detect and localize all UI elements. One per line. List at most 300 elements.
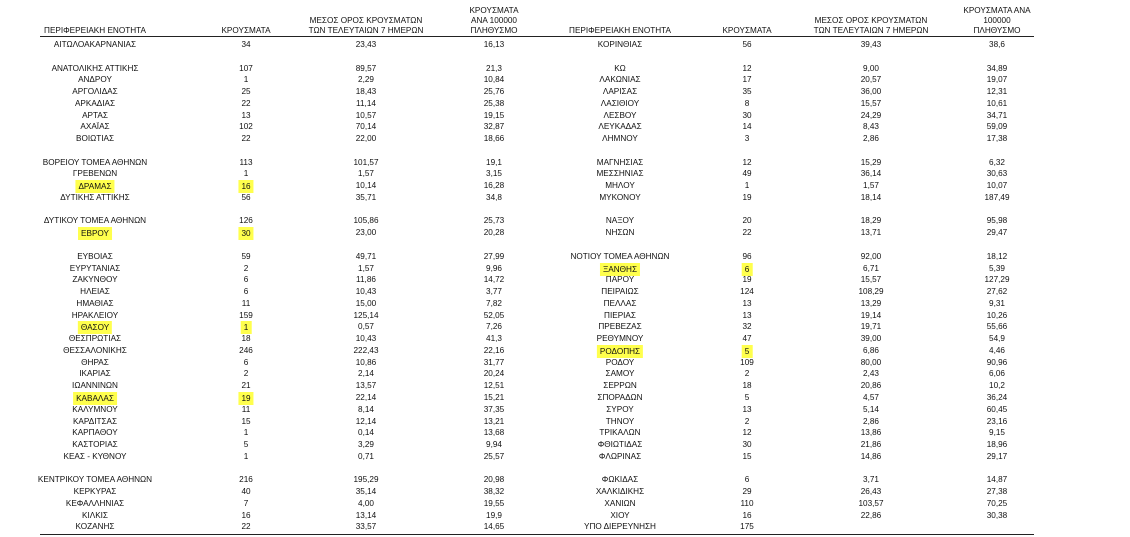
avg-cell: 36,14 <box>860 169 882 179</box>
per100k-cell: 3,15 <box>486 169 502 179</box>
table-row <box>550 86 1070 98</box>
cases-cell: 102 <box>239 122 253 132</box>
avg-cell: 10,86 <box>355 357 377 367</box>
region-cell: ΗΡΑΚΛΕΙΟΥ <box>71 310 119 320</box>
region-cell: ΒΟΙΩΤΙΑΣ <box>75 134 115 144</box>
avg-cell: 10,57 <box>355 110 377 120</box>
cases-cell: 5 <box>742 345 753 358</box>
region-cell: ΗΛΕΙΑΣ <box>80 287 110 297</box>
avg-cell: 24,29 <box>860 110 882 120</box>
avg-cell: 20,86 <box>860 381 882 391</box>
region-cell: ΙΚΑΡΙΑΣ <box>79 369 111 379</box>
region-cell: ΤΡΙΚΑΛΩΝ <box>599 428 641 438</box>
per100k-cell: 20,98 <box>483 475 505 485</box>
avg-cell: 19,14 <box>860 310 882 320</box>
cases-cell: 5 <box>243 440 249 450</box>
per100k-cell: 10,26 <box>986 310 1008 320</box>
region-cell: ΣΑΜΟΥ <box>605 369 635 379</box>
avg-cell: 10,43 <box>355 334 377 344</box>
table-row <box>550 298 1070 310</box>
table-row <box>550 451 1070 463</box>
table-row <box>550 510 1070 522</box>
per100k-cell: 10,2 <box>989 381 1005 391</box>
region-cell: ΠΕΙΡΑΙΩΣ <box>601 287 639 297</box>
avg-cell: 2,86 <box>863 134 879 144</box>
region-cell: ΜΑΓΝΗΣΙΑΣ <box>596 157 644 167</box>
cases-cell: 126 <box>239 216 253 226</box>
cases-cell: 3 <box>744 134 750 144</box>
region-cell: ΛΑΚΩΝΙΑΣ <box>599 75 641 85</box>
table-row <box>40 380 560 392</box>
table-row <box>40 298 560 310</box>
header-cases-per-100k: ΚΡΟΥΣΜΑΤΑ ΑΝΑ 100000 ΠΛΗΘΥΣΜΟ <box>469 6 519 35</box>
avg-cell: 19,71 <box>860 322 882 332</box>
avg-cell: 26,43 <box>860 487 882 497</box>
per100k-cell: 4,46 <box>989 345 1005 355</box>
table-row <box>550 215 1070 227</box>
header-avg-7-days: ΜΕΣΟΣ ΟΡΟΣ ΚΡΟΥΣΜΑΤΩΝ ΤΩΝ ΤΕΛΕΥΤΑΙΩΝ 7 ΗΜΕΡΩΝ <box>308 16 424 35</box>
cases-cell: 15 <box>241 416 251 426</box>
per100k-cell: 59,09 <box>986 122 1008 132</box>
region-cell: ΡΟΔΟΥ <box>605 357 635 367</box>
cases-cell: 47 <box>742 334 752 344</box>
region-cell: ΝΑΞΟΥ <box>605 216 635 226</box>
region-cell: ΑΧΑΪΑΣ <box>80 122 110 132</box>
cases-cell: 49 <box>742 169 752 179</box>
avg-cell: 4,57 <box>863 392 879 402</box>
left-rows <box>37 39 560 533</box>
per100k-cell: 18,66 <box>483 134 505 144</box>
spacer-row <box>550 239 1070 251</box>
per100k-cell: 16,13 <box>483 40 505 49</box>
region-cell: ΦΛΩΡΙΝΑΣ <box>598 451 642 461</box>
per100k-cell: 19,1 <box>486 157 502 167</box>
region-cell: ΓΡΕΒΕΝΩΝ <box>72 169 118 179</box>
cases-cell: 16 <box>238 180 253 193</box>
avg-cell: 22,00 <box>355 134 377 144</box>
cases-cell: 12 <box>742 63 752 73</box>
avg-cell: 1,57 <box>863 181 879 191</box>
table-row <box>40 192 560 204</box>
cases-cell: 15 <box>742 451 752 461</box>
table-row <box>40 451 560 463</box>
avg-cell: 39,43 <box>860 40 882 49</box>
per100k-cell: 30,38 <box>986 510 1008 520</box>
avg-cell: 12,14 <box>355 416 377 426</box>
region-cell: ΚΑΡΠΑΘΟΥ <box>72 428 118 438</box>
cases-cell: 13 <box>742 404 752 414</box>
spacer-row <box>40 204 560 216</box>
region-cell: ΚΑΡΔΙΤΣΑΣ <box>72 416 118 426</box>
table-row <box>37 474 560 486</box>
per100k-cell: 10,61 <box>986 98 1008 108</box>
cases-cell: 35 <box>742 87 752 97</box>
per100k-cell: 19,15 <box>483 110 505 120</box>
region-cell: ΑΡΓΟΛΙΔΑΣ <box>72 87 118 97</box>
per100k-cell: 22,16 <box>483 345 505 355</box>
avg-cell: 8,43 <box>863 122 879 132</box>
cases-cell: 30 <box>742 440 752 450</box>
cases-cell: 113 <box>239 157 253 167</box>
per100k-cell: 95,98 <box>986 216 1008 226</box>
table-row <box>550 310 1070 322</box>
region-cell: ΠΡΕΒΕΖΑΣ <box>598 322 642 332</box>
per100k-cell: 17,38 <box>986 134 1008 144</box>
per100k-cell: 9,96 <box>486 263 502 273</box>
per100k-cell: 34,89 <box>986 63 1008 73</box>
avg-cell: 49,71 <box>355 251 377 261</box>
table-row <box>40 168 560 180</box>
region-cell: ΣΕΡΡΩΝ <box>603 381 637 391</box>
bottom-rule <box>550 534 1034 535</box>
avg-cell: 3,29 <box>358 440 374 450</box>
region-cell: ΠΕΛΛΑΣ <box>603 298 637 308</box>
region-cell: ΣΥΡΟΥ <box>606 404 634 414</box>
table-row <box>550 474 1070 486</box>
region-cell: ΚΟΡΙΝΘΙΑΣ <box>597 40 643 49</box>
region-cell: ΞΑΝΘΗΣ <box>600 263 640 276</box>
per100k-cell: 27,38 <box>986 487 1008 497</box>
table-row <box>40 310 560 322</box>
right-table-header <box>550 6 1070 36</box>
avg-cell: 92,00 <box>860 251 882 261</box>
table-row <box>40 368 560 380</box>
header-avg-7-days: ΜΕΣΟΣ ΟΡΟΣ ΚΡΟΥΣΜΑΤΩΝ ΤΩΝ ΤΕΛΕΥΤΑΙΩΝ 7 ΗΜΕΡΩΝ <box>813 16 929 35</box>
header-region: ΠΕΡΙΦΕΡΕΙΑΚΗ ΕΝΟΤΗΤΑ <box>569 26 671 35</box>
region-cell: ΔΡΑΜΑΣ <box>75 180 114 193</box>
region-cell: ΝΗΣΩΝ <box>605 228 635 238</box>
spacer-row <box>550 204 1070 216</box>
per100k-cell: 38,32 <box>483 487 505 497</box>
bottom-rule <box>40 534 560 535</box>
per100k-cell: 34,71 <box>986 110 1008 120</box>
avg-cell: 13,71 <box>860 228 882 238</box>
table-row <box>550 392 1070 404</box>
per100k-cell: 127,29 <box>984 275 1010 285</box>
region-cell: ΕΥΡΥΤΑΝΙΑΣ <box>69 263 121 273</box>
table-row <box>550 486 1070 498</box>
avg-cell: 10,14 <box>355 181 377 191</box>
table-row <box>40 215 560 227</box>
cases-cell: 22 <box>241 522 251 532</box>
region-cell: ΚΑΛΥΜΝΟΥ <box>72 404 118 414</box>
per100k-cell: 7,82 <box>486 298 502 308</box>
table-row <box>550 227 1070 239</box>
avg-cell: 11,14 <box>356 98 376 108</box>
per100k-cell: 25,76 <box>483 87 505 97</box>
cases-cell: 6 <box>243 287 249 297</box>
spacer-row <box>550 145 1070 157</box>
table-row <box>40 251 560 263</box>
cases-cell: 34 <box>241 40 251 49</box>
table-row <box>40 486 560 498</box>
region-cell: ΛΑΡΙΣΑΣ <box>602 87 638 97</box>
cases-cell: 6 <box>742 263 753 276</box>
avg-cell: 5,14 <box>863 404 879 414</box>
table-row <box>550 333 1070 345</box>
cases-cell: 14 <box>742 122 752 132</box>
region-cell: ΘΑΣΟΥ <box>78 321 112 334</box>
per100k-cell: 32,87 <box>483 122 505 132</box>
spacer-row <box>40 51 560 63</box>
cases-cell: 6 <box>243 357 249 367</box>
table-row <box>40 286 560 298</box>
avg-cell: 70,14 <box>355 122 377 132</box>
region-cell: ΛΗΜΝΟΥ <box>602 134 638 144</box>
table-row <box>40 133 560 145</box>
table-row <box>40 510 560 522</box>
region-cell: ΝΟΤΙΟΥ ΤΟΜΕΑ ΑΘΗΝΩΝ <box>570 251 670 261</box>
table-row <box>550 74 1070 86</box>
per100k-cell: 14,87 <box>986 475 1008 485</box>
cases-cell: 18 <box>241 334 251 344</box>
avg-cell: 10,43 <box>355 287 377 297</box>
per100k-cell: 21,3 <box>486 63 502 73</box>
header-cases: ΚΡΟΥΣΜΑΤΑ <box>221 26 271 35</box>
cases-cell: 12 <box>742 428 752 438</box>
cases-cell: 2 <box>744 369 750 379</box>
cases-cell: 12 <box>742 157 752 167</box>
region-cell: ΕΒΡΟΥ <box>78 227 112 240</box>
per100k-cell: 20,28 <box>483 228 505 238</box>
cases-cell: 107 <box>239 63 253 73</box>
cases-cell: 25 <box>241 87 251 97</box>
per100k-cell: 13,68 <box>483 428 505 438</box>
avg-cell: 125,14 <box>353 310 379 320</box>
per100k-cell: 7,26 <box>486 322 502 332</box>
table-row <box>550 263 1070 275</box>
region-cell: ΑΙΤΩΛΟΑΚΑΡΝΑΝΙΑΣ <box>53 40 137 49</box>
table-row <box>550 168 1070 180</box>
region-cell: ΜΗΛΟΥ <box>605 181 635 191</box>
region-cell: ΘΗΡΑΣ <box>81 357 109 367</box>
table-row <box>550 368 1070 380</box>
cases-cell: 56 <box>742 40 752 49</box>
per100k-cell: 54,9 <box>989 334 1005 344</box>
region-cell: ΥΠΟ ΔΙΕΡΕΥΝΗΣΗ <box>584 522 656 532</box>
avg-cell: 36,00 <box>860 87 882 97</box>
region-cell: ΚΑΣΤΟΡΙΑΣ <box>72 440 118 450</box>
avg-cell: 6,86 <box>863 345 879 355</box>
per100k-cell: 12,31 <box>986 87 1008 97</box>
region-cell: ΡΟΔΟΠΗΣ <box>597 345 643 358</box>
table-row <box>550 98 1070 110</box>
region-cell: ΑΝΔΡΟΥ <box>78 75 112 85</box>
table-row <box>40 121 560 133</box>
table-row <box>40 392 560 404</box>
per100k-cell: 10,84 <box>483 75 505 85</box>
region-cell: ΛΑΣΙΘΙΟΥ <box>600 98 640 108</box>
region-cell: ΘΕΣΣΑΛΟΝΙΚΗΣ <box>63 345 127 355</box>
per100k-cell: 16,28 <box>483 181 505 191</box>
header-rule <box>40 36 560 37</box>
table-row <box>550 63 1070 75</box>
cases-cell: 22 <box>241 98 251 108</box>
avg-cell: 15,00 <box>355 298 377 308</box>
avg-cell: 23,00 <box>355 228 377 238</box>
region-cell: ΧΑΛΚΙΔΙΚΗΣ <box>595 487 645 497</box>
per100k-cell: 55,66 <box>986 322 1008 332</box>
avg-cell: 13,29 <box>860 298 882 308</box>
region-cell: ΜΕΣΣΗΝΙΑΣ <box>596 169 644 179</box>
cases-cell: 7 <box>243 498 249 508</box>
cases-cell: 29 <box>742 487 752 497</box>
per100k-cell: 18,96 <box>986 440 1008 450</box>
table-row <box>550 498 1070 510</box>
per100k-cell: 60,45 <box>986 404 1008 414</box>
avg-cell: 15,57 <box>860 98 882 108</box>
cases-cell: 110 <box>740 498 754 508</box>
region-cell: ΚΕΡΚΥΡΑΣ <box>73 487 117 497</box>
avg-cell: 2,14 <box>358 369 374 379</box>
table-row <box>40 98 560 110</box>
per100k-cell: 29,17 <box>986 451 1008 461</box>
avg-cell: 22,14 <box>355 392 377 402</box>
region-cell: ΖΑΚΥΝΘΟΥ <box>72 275 118 285</box>
cases-cell: 19 <box>742 275 752 285</box>
header-cases-per-100k: ΚΡΟΥΣΜΑΤΑ ΑΝΑ 100000 ΠΛΗΘΥΣΜΟ <box>963 6 1031 35</box>
cases-cell: 22 <box>742 228 752 238</box>
avg-cell: 2,29 <box>358 75 374 85</box>
avg-cell: 2,86 <box>863 416 879 426</box>
avg-cell: 3,71 <box>863 475 879 485</box>
per100k-cell: 36,24 <box>986 392 1008 402</box>
avg-cell: 195,29 <box>353 475 379 485</box>
avg-cell: 13,86 <box>860 428 882 438</box>
table-row <box>40 74 560 86</box>
per100k-cell: 13,21 <box>483 416 505 426</box>
per100k-cell: 38,6 <box>989 40 1005 49</box>
avg-cell: 9,00 <box>863 63 879 73</box>
cases-cell: 13 <box>241 110 251 120</box>
per100k-cell: 37,35 <box>483 404 505 414</box>
avg-cell: 1,57 <box>358 263 374 273</box>
region-cell: ΚΙΛΚΙΣ <box>81 510 109 520</box>
cases-cell: 19 <box>742 192 752 202</box>
spacer-row <box>40 239 560 251</box>
table-row <box>40 333 560 345</box>
avg-cell: 0,71 <box>358 451 374 461</box>
table-row <box>40 404 560 416</box>
table-row <box>40 227 560 239</box>
avg-cell: 89,57 <box>355 63 377 73</box>
table-row <box>550 251 1070 263</box>
cases-cell: 1 <box>243 169 249 179</box>
table-row <box>550 521 1070 533</box>
region-cell: ΚΕΦΑΛΛΗΝΙΑΣ <box>65 498 125 508</box>
region-cell: ΠΑΡΟΥ <box>605 275 635 285</box>
cases-cell: 2 <box>744 416 750 426</box>
table-row <box>40 521 560 533</box>
per100k-cell: 10,07 <box>986 181 1008 191</box>
region-cell: ΚΟΖΑΝΗΣ <box>75 522 115 532</box>
table-row <box>550 133 1070 145</box>
region-cell: ΑΝΑΤΟΛΙΚΗΣ ΑΤΤΙΚΗΣ <box>51 63 139 73</box>
table-row <box>40 63 560 75</box>
table-row <box>550 416 1070 428</box>
region-cell: ΕΥΒΟΙΑΣ <box>77 251 113 261</box>
cases-cell: 17 <box>742 75 752 85</box>
per100k-cell: 23,16 <box>986 416 1008 426</box>
per100k-cell: 30,63 <box>986 169 1008 179</box>
cases-cell: 18 <box>742 381 752 391</box>
cases-cell: 6 <box>744 475 750 485</box>
avg-cell: 13,14 <box>355 510 377 520</box>
per100k-cell: 52,05 <box>483 310 505 320</box>
per100k-cell: 25,38 <box>483 98 505 108</box>
cases-cell: 30 <box>742 110 752 120</box>
region-cell: ΘΕΣΠΡΩΤΙΑΣ <box>68 334 122 344</box>
table-row <box>40 498 560 510</box>
table-row <box>550 192 1070 204</box>
region-cell: ΤΗΝΟΥ <box>605 416 635 426</box>
region-cell: ΙΩΑΝΝΙΝΩΝ <box>72 381 118 391</box>
per100k-cell: 20,24 <box>483 369 505 379</box>
avg-cell: 35,14 <box>355 487 377 497</box>
region-cell: ΣΠΟΡΑΔΩΝ <box>597 392 643 402</box>
header-cases: ΚΡΟΥΣΜΑΤΑ <box>722 26 772 35</box>
per100k-cell: 14,65 <box>483 522 505 532</box>
table-row <box>550 321 1070 333</box>
table-row <box>550 439 1070 451</box>
cases-cell: 1 <box>243 428 249 438</box>
per100k-cell: 18,12 <box>986 251 1008 261</box>
cases-cell: 13 <box>742 310 752 320</box>
per100k-cell: 9,15 <box>989 428 1005 438</box>
region-cell: ΚΕΑΣ - ΚΥΘΝΟΥ <box>63 451 127 461</box>
avg-cell: 108,29 <box>858 287 884 297</box>
table-row <box>550 404 1070 416</box>
table-row <box>550 110 1070 122</box>
per100k-cell: 5,39 <box>989 263 1005 273</box>
table-row <box>550 180 1070 192</box>
cases-cell: 40 <box>241 487 251 497</box>
avg-cell: 8,14 <box>358 404 374 414</box>
table-row <box>40 263 560 275</box>
region-cell: ΔΥΤΙΚΟΥ ΤΟΜΕΑ ΑΘΗΝΩΝ <box>43 216 147 226</box>
table-row <box>550 274 1070 286</box>
region-cell: ΚΩ <box>614 63 626 73</box>
cases-cell: 32 <box>742 322 752 332</box>
cases-cell: 22 <box>241 134 251 144</box>
spacer-row <box>550 463 1070 475</box>
region-cell: ΑΡΚΑΔΙΑΣ <box>74 98 116 108</box>
right-rows <box>550 39 1070 533</box>
region-cell: ΧΙΟΥ <box>610 510 630 520</box>
per100k-cell: 70,25 <box>986 498 1008 508</box>
region-cell: ΔΥΤΙΚΗΣ ΑΤΤΙΚΗΣ <box>60 192 130 202</box>
region-cell: ΒΟΡΕΙΟΥ ΤΟΜΕΑ ΑΘΗΝΩΝ <box>42 157 148 167</box>
cases-cell: 19 <box>238 392 253 405</box>
cases-cell: 109 <box>740 357 754 367</box>
avg-cell: 22,86 <box>860 510 882 520</box>
cases-cell: 11 <box>241 404 251 414</box>
cases-cell: 246 <box>239 345 253 355</box>
cases-cell: 56 <box>241 192 251 202</box>
table-row <box>550 427 1070 439</box>
per100k-cell: 15,21 <box>483 392 505 402</box>
avg-cell: 103,57 <box>858 498 884 508</box>
per100k-cell: 34,8 <box>486 192 502 202</box>
cases-cell: 1 <box>243 75 249 85</box>
table-row <box>40 345 560 357</box>
avg-cell: 33,57 <box>355 522 377 532</box>
table-row <box>40 427 560 439</box>
region-cell: ΛΕΥΚΑΔΑΣ <box>598 122 642 132</box>
table-row <box>40 416 560 428</box>
table-row <box>550 345 1070 357</box>
cases-cell: 1 <box>744 181 750 191</box>
